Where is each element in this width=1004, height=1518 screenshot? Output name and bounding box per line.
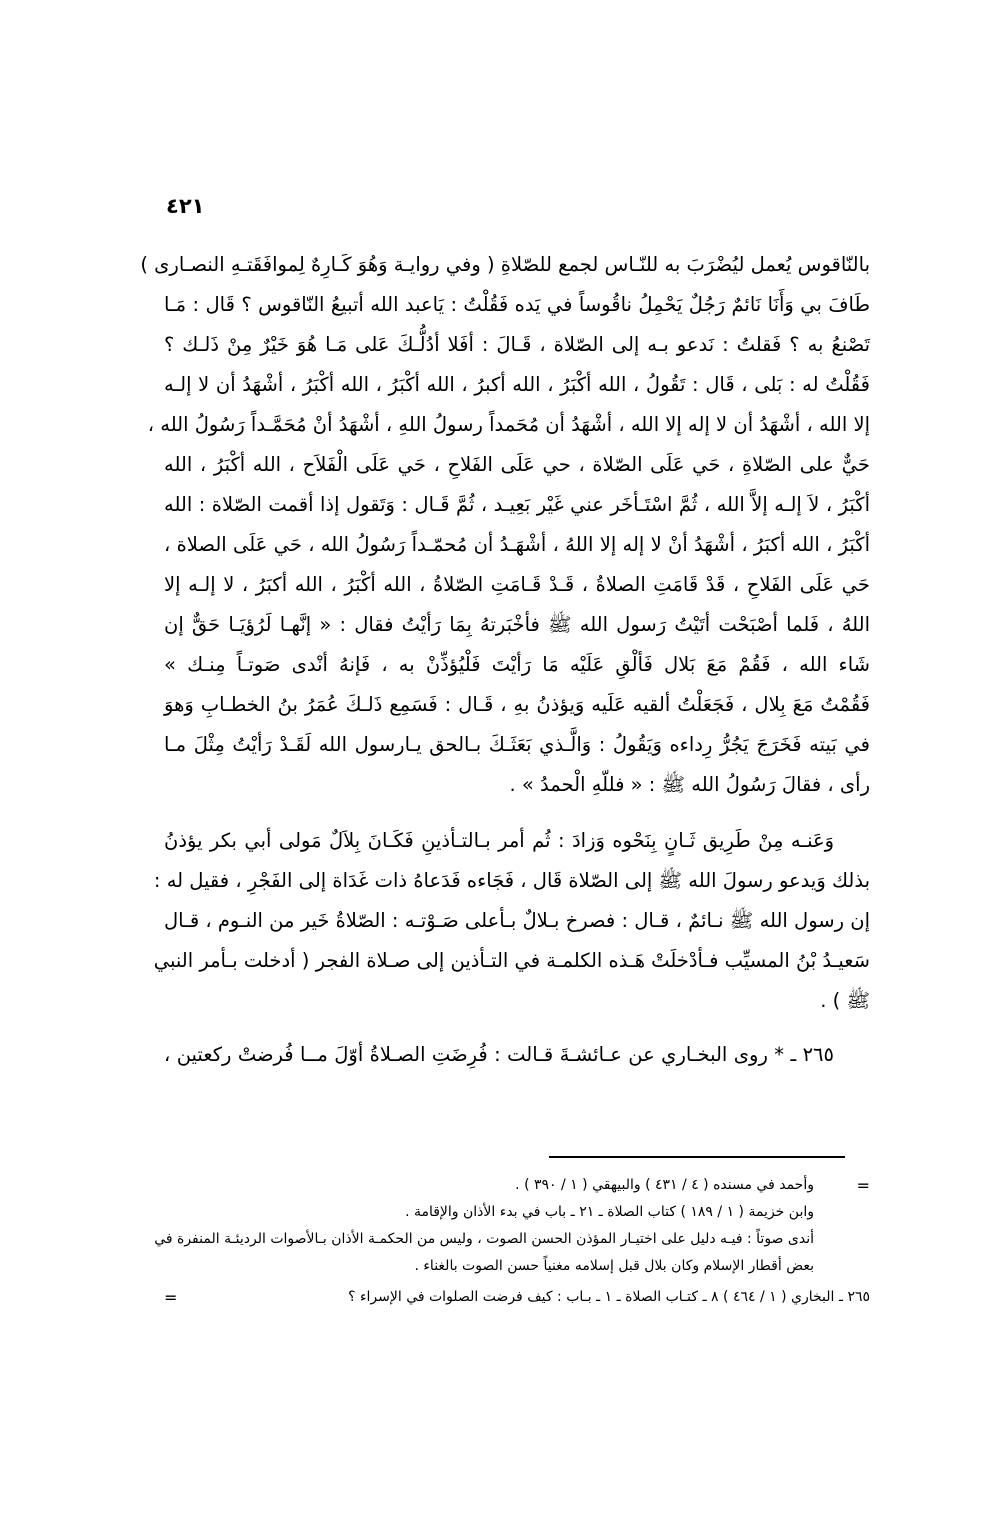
text-line: ﷺ ) . — [820, 989, 870, 1012]
page-number: ٤٢١ — [166, 194, 205, 218]
continuation-mark: = — [856, 1176, 870, 1195]
footnote-line: وابن خزيمة ( ١ / ١٨٩ ) كتاب الصلاة ـ ٢١ ـ باب في بدء الأذان والإقامة . — [405, 1204, 814, 1220]
paragraph-gap — [164, 1021, 870, 1035]
footnote-line: بعض أقطار الإسلام وكان بلال قبل إسلامه مغنياً حسن الصوت بالغناء . — [414, 1258, 814, 1274]
text-line: تَصْنعُ به ؟ فَقلتُ : نَدعو بـه إلى الصّلاة ، قَـالَ : أفَلا أدُلُّـكَ عَلى مَـا هُوَ خَيْرٌ مِنْ ذَلـك ؟ — [164, 333, 870, 356]
text-line: وَعَنـه مِنْ طَرِيق ثَـانٍ بِنَحْوه وَزادَ : ثُم أمر بـالتـأذينِ فَكَـانَ بِلاَلٌ مَولى أبي بكر يؤذنُ — [164, 829, 834, 852]
text-line: سَعيـدُ بْنُ المسيِّب فـأدْخلَتْ هَـذه الكلمـة في التـأذين إلى صـلاة الفجر ( أدخلت بـأمر النبي — [153, 949, 870, 972]
footnote-text: وأحمد في مسنده ( ٤ / ٤٣١ ) والبيهقي ( ١ / ٣٩٠ ) . — [515, 1177, 814, 1193]
text-line: أكْبَرُ ، الله أكبَرُ ، أشْهَدُ أنْ لا إله إلا اللهُ ، أشْهَـدُ أن مُحمّـداً رَسُولُ الله ، حَي عَلَى الصلاة ، — [164, 533, 870, 556]
footnote-line: أندى صوتاً : فيـه دليل على اختيـار المؤذن الحسن الصوت ، وليس من الحكمـة الأذان بـالأصوات الرديئـة المنفرة في — [154, 1231, 814, 1247]
text-line: شَاء الله ، فَقُمْ مَعَ بَلال فَألْقِ عَلَيْه مَا رَأيْتَ فَلْيُؤذِّنْ به ، فَإنهُ أنْدى صَوتـاً مِنـك » — [164, 653, 870, 676]
text-line: إن رسول الله ﷺ نـائمٌ ، قـال : فصرخ بـلالٌ بـأعلى صَـوْتـه : الصّلاةُ خَير من النـوم ، قـال — [164, 909, 870, 932]
text-line: حَيٌّ على الصّلاةِ ، حَي عَلَى الصّلاة ، حي عَلَى الفَلاحِ ، حَي عَلَى الْفَلاَح ، الله أكْبَرُ ، الله — [164, 453, 870, 476]
text-line: بذلك وَيدعو رسولَ الله ﷺ إلى الصّلاة قَال ، فَجَاءه فَدَعاهُ ذات غَدَاة إلى الفَجْرِ ، فقيل له : — [153, 869, 870, 892]
paragraph-gap — [164, 805, 870, 821]
hadith-265-line: ٢٦٥ ـ * روى البخـاري عن عـائشـةَ قـالت : فُرِضَتِ الصـلاةُ أوّلَ مــا فُرضتْ ركعتين ، — [164, 1043, 834, 1066]
text-line: رأى ، فقالَ رَسُولُ الله ﷺ : « فللّهِ الْحمدُ » . — [509, 773, 870, 796]
text-line: حَي عَلَى الفَلاحِ ، قَدْ قَامَتِ الصلاةُ ، قَـدْ قَـامَتِ الصّلاةُ ، الله أكْبَرُ ، الله أكبَرُ ، لا إلـه إلا — [164, 573, 870, 596]
main-text — [140, 245, 870, 1075]
footnote-line — [164, 1172, 870, 1199]
text-line: أكْبَرُ ، لاَ إلـه إلاَّ الله ، ثُمَّ اسْتَـأخَر عني غَيْر بَعِيـد ، ثُمَّ قَـال : وَتَقول إذا أقمت الصّلاة : الله — [164, 493, 870, 516]
text-line: بالنّاقوس يُعمل ليُضْرَبَ به للنّـاس لجمع للصّلاةِ ( وفي روايـة وَهُوَ كَـارِهٌ لِموافَقَتـهِ النصـارى ) — [140, 253, 870, 276]
text-line: في بَيته فَخَرَجَ يَجُرُّ رِداءه وَيَقُولُ : وَالَّـذي بَعَثَـكَ بـالحق يـارسول الله لَقَـدْ رَأيْتُ مِثْلَ مـا — [164, 733, 870, 756]
text-line: فَقُمْتُ مَعَ بِلال ، فَجَعَلْتُ ألقيه عَلَيه وَيؤذنُ بهِ ، قَـال : فَسَمِع ذَلـكَ عُمَرُ بنُ الخطـابِ وَهوَ — [164, 693, 870, 716]
footnote-text: ٢٦٥ ـ البخاري ( ١ / ٤٦٤ ) ٨ ـ كتـاب الصلاة ـ ١ ـ بـاب : كيف فرضت الصلوات في الإسراء ؟ — [348, 1289, 870, 1305]
footnote-line — [164, 1284, 870, 1311]
text-line: طَافَ بي وَأَنَا نَائمٌ رَجُلٌ يَحْمِلُ ناقُوساً في يَده فَقُلْتُ : يَاعبد الله أتبيعُ النّاقوس ؟ قَال : مَـا — [164, 293, 870, 316]
text-line: فَقُلْتُ له : بَلى ، قَال : تَقُولُ ، الله أكْبَرُ ، الله أكبرُ ، الله أكْبَرُ ، الله أكْبَرُ ، أشْهَدُ أن لا إلـه — [164, 373, 870, 396]
footnote-separator — [549, 1156, 845, 1158]
paragraph-hadith-adhan — [140, 245, 870, 805]
continuation-mark: = — [164, 1288, 178, 1307]
text-line: اللهُ ، فَلما أصْبَحْت أتَيْتُ رَسول الله ﷺ فأخْبَرتهُ بِمَا رَأيْتُ فقال : « إنَّهـا لَرُؤيَـا حَقٌّ إن — [164, 613, 870, 636]
footnotes — [154, 1172, 870, 1311]
paragraph-second-narration — [153, 821, 870, 1021]
text-line: إلا الله ، أشْهَدُ أن لا إله إلا الله ، أشْهَدُ أن مُحَمداً رسولُ اللهِ ، أشْهَدُ أنْ مُحَمَّـداً رَسُولُ الله ، — [147, 413, 870, 436]
